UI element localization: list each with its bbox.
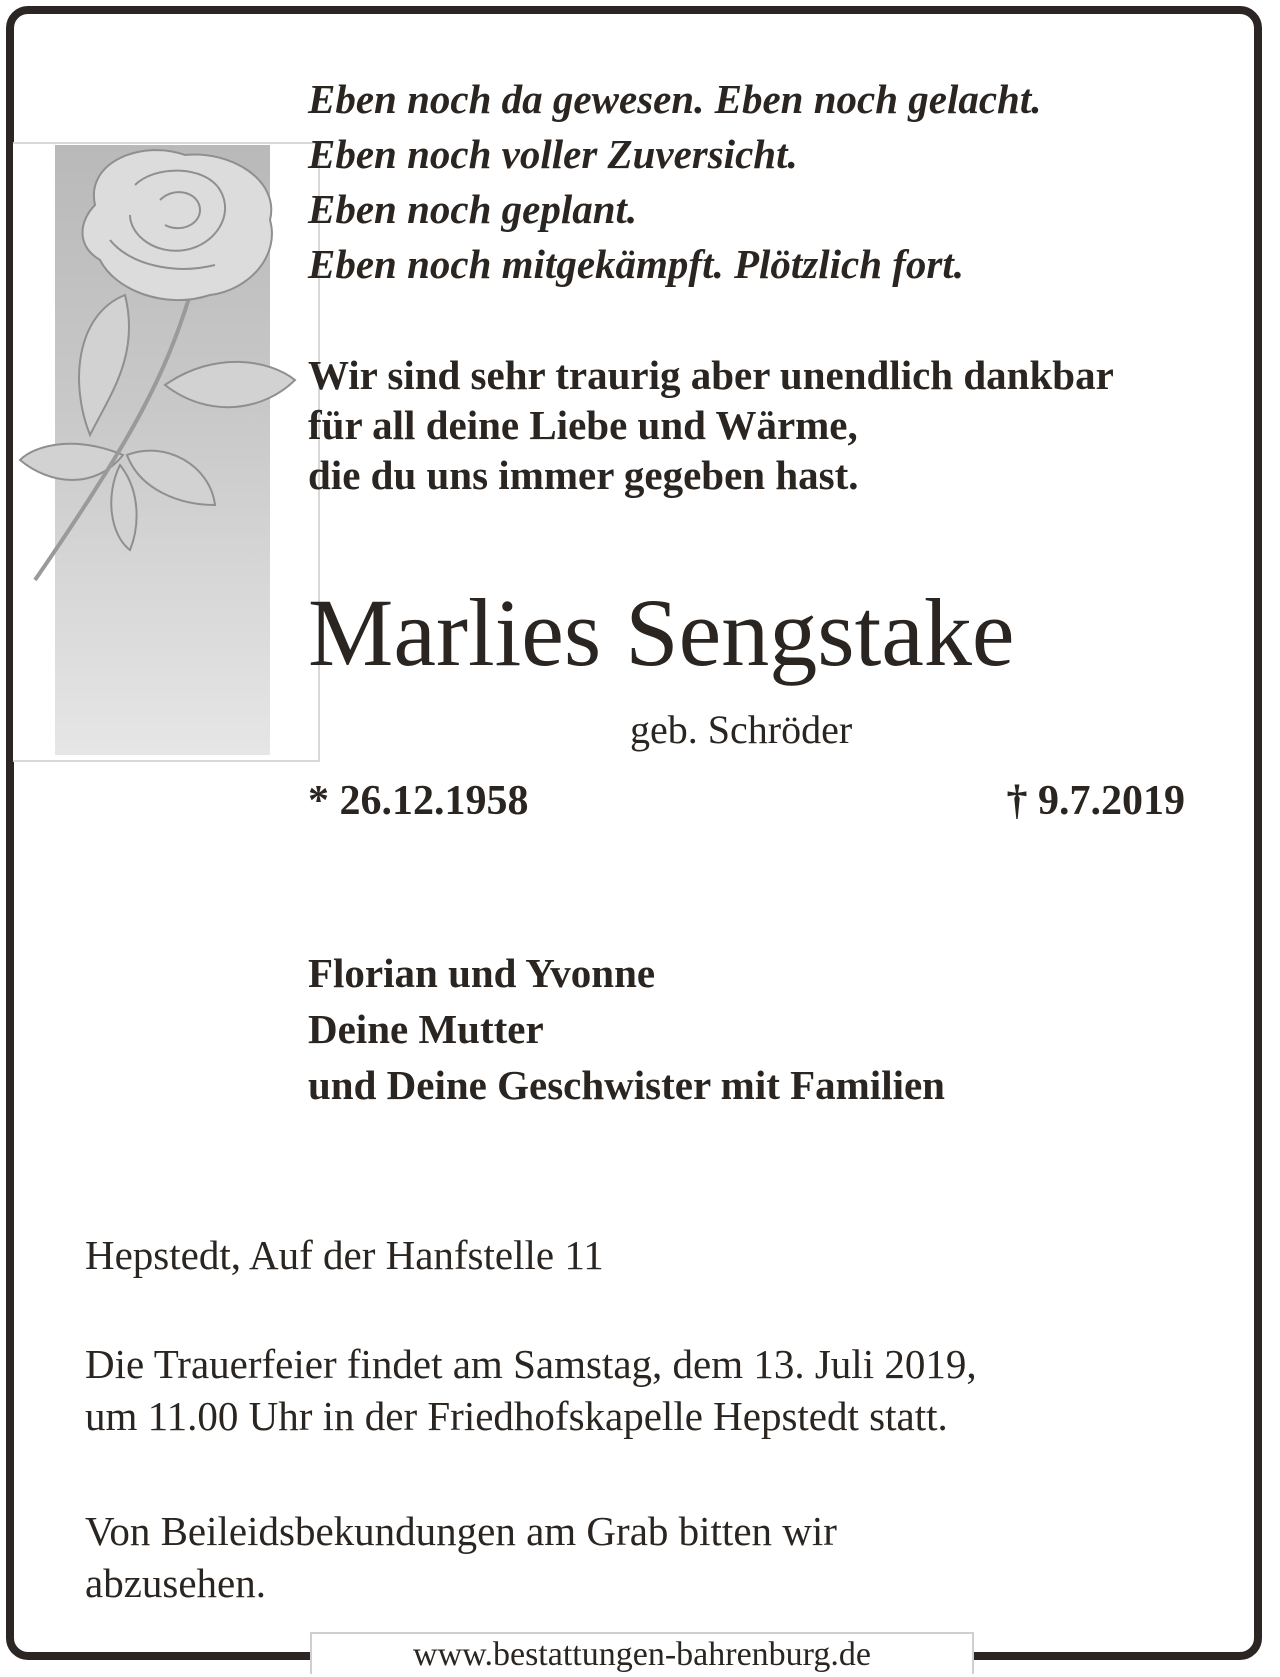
poem-line: Eben noch da gewesen. Eben noch gelacht. <box>308 76 1042 122</box>
note-line: Von Beileidsbekundungen am Grab bitten wir <box>85 1508 837 1554</box>
condolence-note <box>85 1505 837 1609</box>
death-date: † 9.7.2019 <box>1006 778 1185 824</box>
poem-line: Eben noch mitgekämpft. Plötzlich fort. <box>308 241 965 287</box>
thanks-text <box>308 350 1114 500</box>
ceremony-info <box>85 1338 977 1442</box>
mourner-line: Deine Mutter <box>308 1006 544 1052</box>
birth-date: * 26.12.1958 <box>308 778 529 824</box>
ceremony-line: um 11.00 Uhr in der Friedhofskapelle Hepstedt statt. <box>85 1393 948 1439</box>
address: Hepstedt, Auf der Hanfstelle 11 <box>85 1232 604 1278</box>
mourner-line: und Deine Geschwister mit Familien <box>308 1062 945 1108</box>
mourners-list <box>308 945 945 1113</box>
note-line: abzusehen. <box>85 1560 266 1606</box>
poem <box>308 72 1041 292</box>
poem-line: Eben noch voller Zuversicht. <box>308 131 798 177</box>
maiden-name: geb. Schröder <box>630 707 853 752</box>
deceased-name: Marlies Sengstake <box>308 579 1015 686</box>
website-link[interactable]: www.bestattungen-bahrenburg.de <box>310 1632 974 1674</box>
ceremony-line: Die Trauerfeier findet am Samstag, dem 13. Juli 2019, <box>85 1341 977 1387</box>
thanks-line: Wir sind sehr traurig aber unendlich dankbar <box>308 352 1114 398</box>
thanks-line: für all deine Liebe und Wärme, <box>308 402 858 448</box>
poem-line: Eben noch geplant. <box>308 186 638 232</box>
rose-image <box>15 145 315 595</box>
thanks-line: die du uns immer gegeben hast. <box>308 452 859 498</box>
mourner-line: Florian und Yvonne <box>308 950 656 996</box>
